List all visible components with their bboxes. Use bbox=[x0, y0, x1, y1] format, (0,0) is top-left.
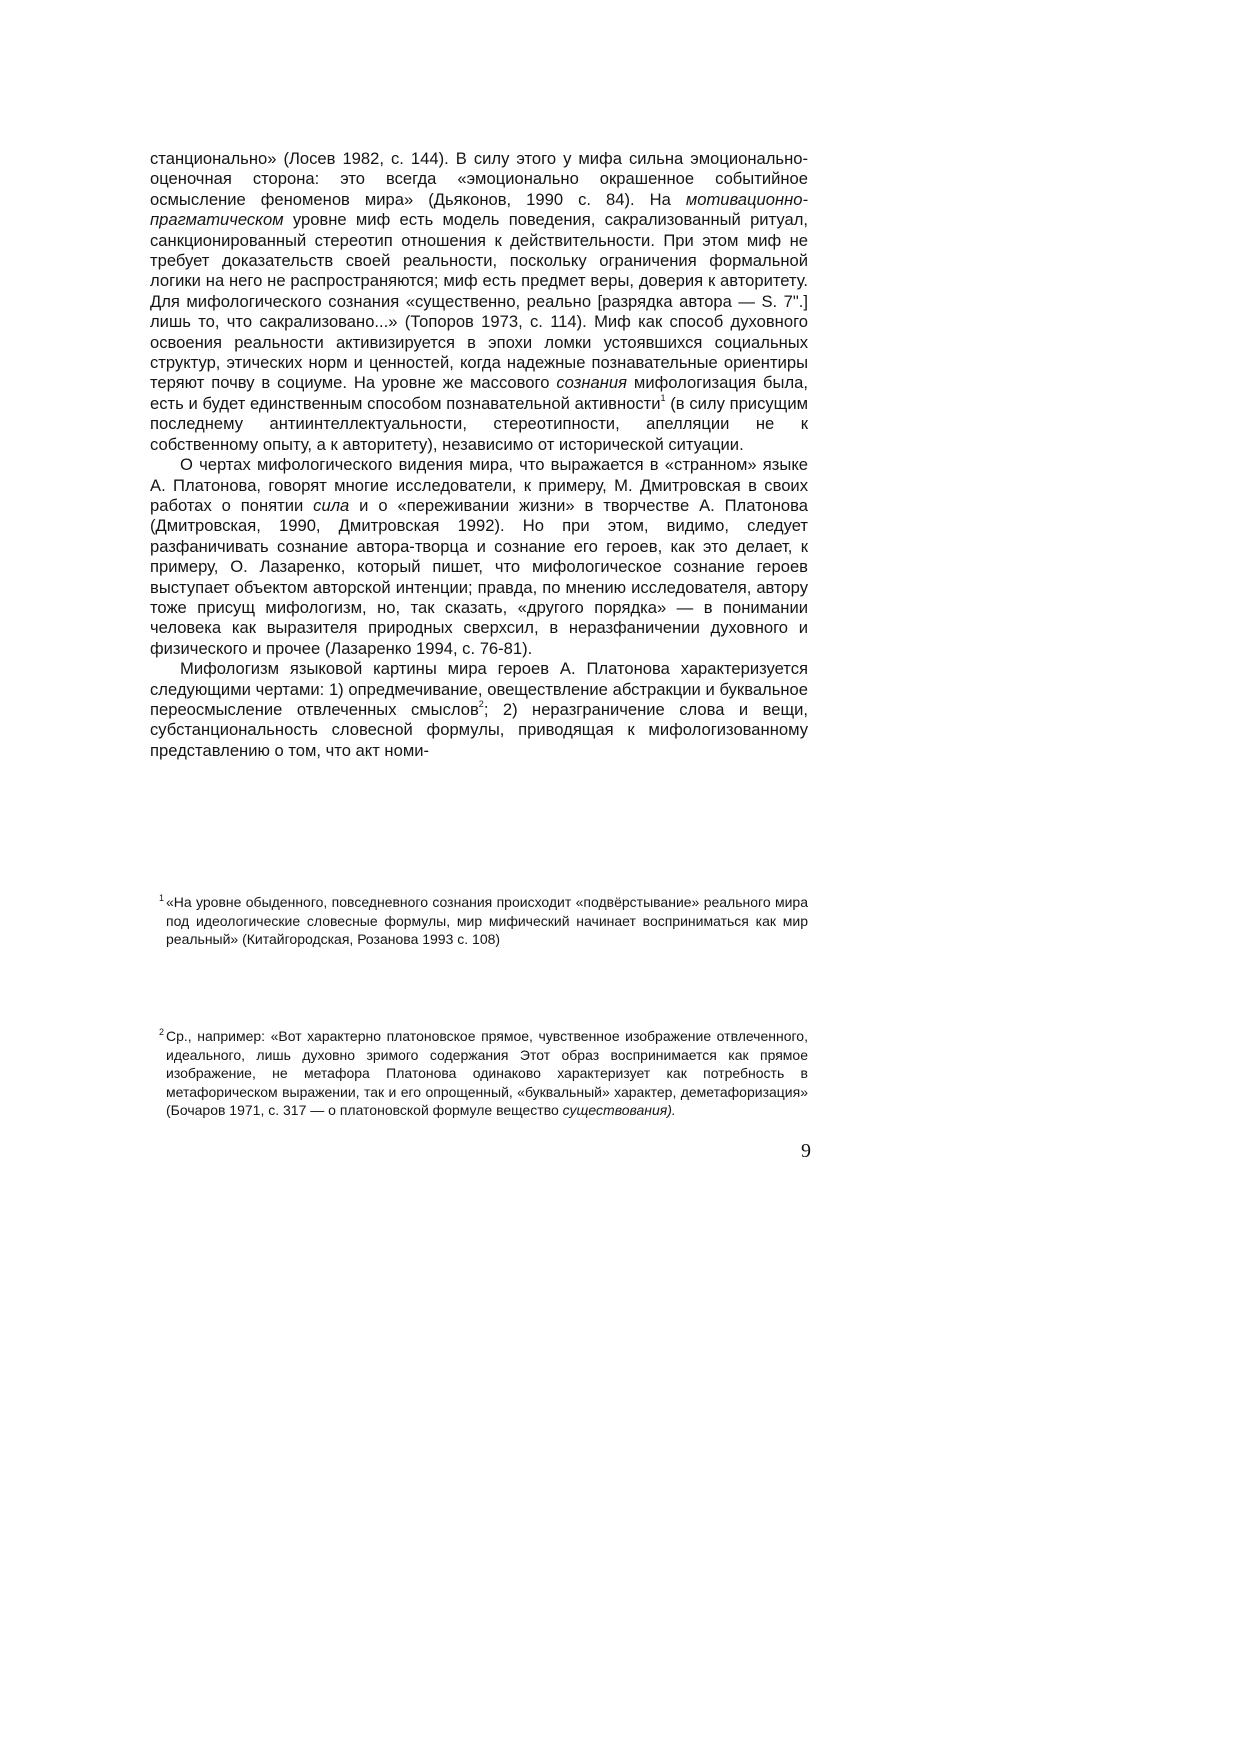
main-text bbox=[150, 149, 808, 761]
footnote-1 bbox=[159, 893, 808, 949]
paragraph-1 bbox=[150, 149, 808, 455]
paragraph-1-text-a: станционально» (Лосев 1982, с. 144). В силу этого у мифа сильна эмоционально-оценочная сторона: это всегда «эмоционально окрашенное событийное осмысление феноменов мира» (Дьяконов, 1990 с. 84). На bbox=[150, 149, 808, 209]
footnote-2-text-a: Ср., например: «Вот характерно платоновское прямое, чувственное изображение отвлеченного, идеального, лишь духовно зримого содержания Этот образ воспринимается как прямое изображение, не метафора Платонова одинаково характеризует как потребность в метафорическом выражении, так и его опрощенный, «буквальный» характер, деметафоризация» (Бочаров 1971, с. 317 — о платоновской формуле вещество bbox=[166, 1028, 808, 1118]
paragraph-2-text-a: О чертах мифологического видения мира, что выражается в «странном» языке А. Платонова, говорят многие исследователи, к примеру, М. Дмитровская в своих работах о понятии bbox=[150, 455, 808, 515]
paragraph-1-text-c: уровне миф есть модель поведения, сакрализованный ритуал, санкционированный стереотип отношения к действительности. При этом миф не требует доказательств своей реальности, поскольку ограничения формальной логики на него не распространяются; миф есть предмет веры, доверия к авторитету. Для мифологического сознания «существенно, реально [разрядка автора — S. 7".] лишь то, что сакрализовано...» (Топоров 1973, с. 114). Миф как способ духовного освоения реальности активизируется в эпохи ломки устоявшихся социальных структур, этических норм и ценностей, когда надежные познавательные ориентиры теряют почву в социуме. На уровне же массового bbox=[150, 210, 808, 393]
footnote-2-mark: 2 bbox=[159, 1027, 165, 1037]
paragraph-3-text-b: ; 2) неразграничение слова и вещи, субстанциональность словесной формулы, приводящая к мифологизованному представлению о том, что акт номи- bbox=[150, 699, 808, 760]
footnote-1-text: «На уровне обыденного, повседневного сознания происходит «подвёрстывание» реального мира под идеологические словесные формулы, мир мифический начинает восприниматься как мир реальный» (Китайгородская, Розанова 1993 с. 108) bbox=[166, 894, 808, 947]
paragraph-2-text-c: и о «переживании жизни» в творчестве А. Платонова (Дмитровская, 1990, Дмитровская 1992). Но при этом, видимо, следует разфаничивать сознание автора-творца и сознание его героев, как это делает, к примеру, О. Лазаренко, который пишет, что мифологическое сознание героев выступает объектом авторской интенции; правда, по мнению исследователя, автору тоже присущ мифологизм, но, так сказать, «другого порядка» — в понимании человека как выразителя природных сверхсил, в неразфаничении духовного и физического и прочее (Лазаренко 1994, с. 76-81). bbox=[150, 495, 808, 658]
footnote-2 bbox=[159, 1027, 808, 1120]
paragraph-3-text-a: Мифологизм языковой картины мира героев А. Платонова характеризуется следующими чертами: 1) опредмечивание, овеществление абстракции и буквальное переосмысление отвлеченных смыслов bbox=[150, 659, 808, 719]
paragraph-2-italic-term: сила bbox=[313, 495, 350, 515]
footnote-ref-2[interactable]: 2 bbox=[478, 699, 484, 710]
paragraph-1-italic-consciousness: сознания bbox=[556, 373, 627, 393]
paragraph-3 bbox=[150, 659, 808, 761]
page-number: 9 bbox=[801, 1140, 811, 1162]
footnote-ref-1[interactable]: 1 bbox=[660, 393, 666, 404]
footnote-2-italic: существования). bbox=[562, 1102, 676, 1118]
paragraph-1-italic-term: мотивационно-прагматическом bbox=[150, 189, 808, 230]
footnote-2-text bbox=[166, 1027, 808, 1120]
paragraph-2 bbox=[150, 455, 808, 659]
footnote-1-mark: 1 bbox=[159, 893, 165, 903]
paragraph-1-text-f: (в силу присущим последнему антиинтеллектуальности, стереотипности, апелляции не к собственному опыту, а к авторитету), независимо от исторической ситуации. bbox=[150, 393, 808, 454]
paragraph-1-text-e: мифологизация была, есть и будет единственным способом познавательной активности bbox=[150, 373, 809, 413]
